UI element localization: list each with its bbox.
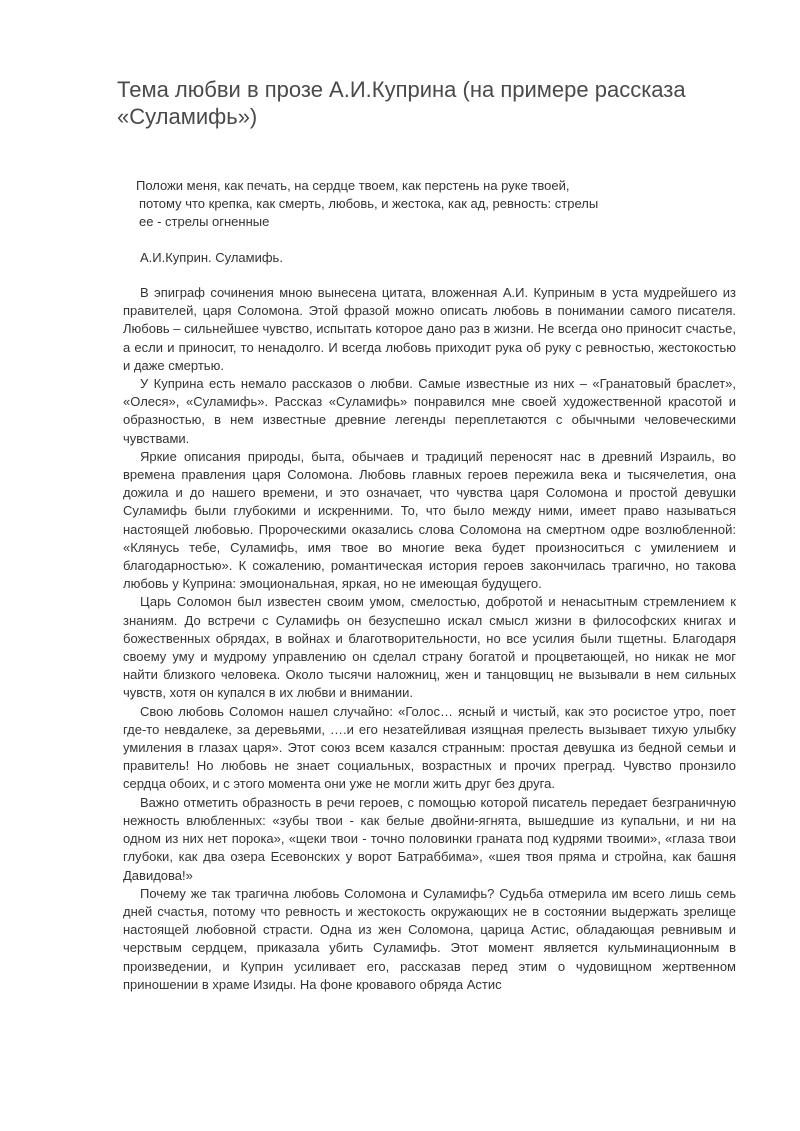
paragraph: Почему же так трагична любовь Соломона и Суламифь? Судьба отмерила им всего лишь семь дней счастья, потому что ревность и жестокость окружающих не в состоянии выдержать зрелище настоящей любовной страсти. Одна из жен Соломона, царица Астис, обладающая ревнивым и черствым сердцем, приказала убить Суламифь. Этот момент является кульминационным в произведении, и Куприн усиливает его, рассказав перед этим о чудовищном жертвенном приношении в храме Изиды. На фоне кровавого обряда Астис	[123, 885, 736, 992]
paragraph: У Куприна есть немало рассказов о любви. Самые известные из них – «Гранатовый браслет», «Олеся», «Суламифь». Рассказ «Суламифь» понравился мне своей художественной красотой и образностью, в нем известные древние легенды переплетаются с обычными человеческими чувствами.	[123, 376, 736, 446]
paragraph: В эпиграф сочинения мною вынесена цитата, вложенная А.И. Куприным в уста мудрейшего из правителей, царя Соломона. Этой фразой можно описать любовь в понимании самого писателя. Любовь – сильнейшее чувство, испытать которое дано раз в жизни. Не всегда оно приносит счастье, а если и приносит, то ненадолго. И всегда любовь приходит рука об руку с ревностью, жестокостью и даже смертью.	[123, 285, 736, 373]
essay-body	[123, 284, 736, 994]
paragraph: Яркие описания природы, быта, обычаев и традиций переносят нас в древний Израиль, во времена правления царя Соломона. Любовь главных героев пережила века и тысячелетия, она дожила и до нашего времени, и это означает, что чувства царя Соломона и простой девушки Суламифь были глубокими и искренними. То, что было между ними, имеет право называться настоящей любовью. Пророческими оказались слова Соломона на смертном одре возлюбленной: «Клянусь тебе, Суламифь, имя твое во многие века будет произноситься с умилением и благодарностью». К сожалению, романтическая история героев закончилась трагично, но такова любовь у Куприна: эмоциональная, яркая, но не имеющая будущего.	[123, 448, 736, 592]
document-title: Тема любви в прозе А.И.Куприна (на примере рассказа «Суламифь»)	[117, 77, 686, 129]
epigraph-line: ее - стрелы огненные	[139, 214, 270, 229]
epigraph	[122, 177, 682, 231]
paragraph: Важно отметить образность в речи героев, с помощью которой писатель передает безграничную нежность влюбленных: «зубы твои - как белые двойни-ягнята, вышедшие из купальни, и ни на одном из них нет порока», «щеки твои - точно половинки граната под кудрями твоими», «глаза твои глубоки, как два озера Есевонских у ворот Батраббима», «шея твоя пряма и стройна, как башня Давидова!»	[123, 794, 736, 883]
epigraph-line: Положи меня, как печать, на сердце твоем, как перстень на руке твоей,	[136, 178, 570, 193]
epigraph-attribution: А.И.Куприн. Суламифь.	[140, 250, 283, 265]
epigraph-line: потому что крепка, как смерть, любовь, и жестока, как ад, ревность: стрелы	[139, 196, 599, 211]
paragraph: Свою любовь Соломон нашел случайно: «Голос… ясный и чистый, как это росистое утро, поет где-то невдалеке, за деревьями, ….и его незатейливая изящная прелесть вызывает тихую улыбку умиления в глазах царя». Этот союз всем казался странным: простая девушка из бедной семьи и правитель! Но любовь не знает социальных, возрастных и прочих преград. Чувство пронзило сердца обоих, и с этого момента они уже не могли жить друг без друга.	[123, 703, 736, 792]
paragraph: Царь Соломон был известен своим умом, смелостью, добротой и ненасытным стремлением к знаниям. До встречи с Суламифь он безуспешно искал смысл жизни в философских книгах и божественных обрядах, в войнах и благотворительности, но все усилия были тщетны. Благодаря своему уму и мудрому управлению он сделал страну богатой и процветающей, но никак не мог найти близкого человека. Около тысячи наложниц, жен и танцовщиц не вызывали в нем сильных чувств, хотя он купался в их любви и внимании.	[123, 594, 736, 701]
